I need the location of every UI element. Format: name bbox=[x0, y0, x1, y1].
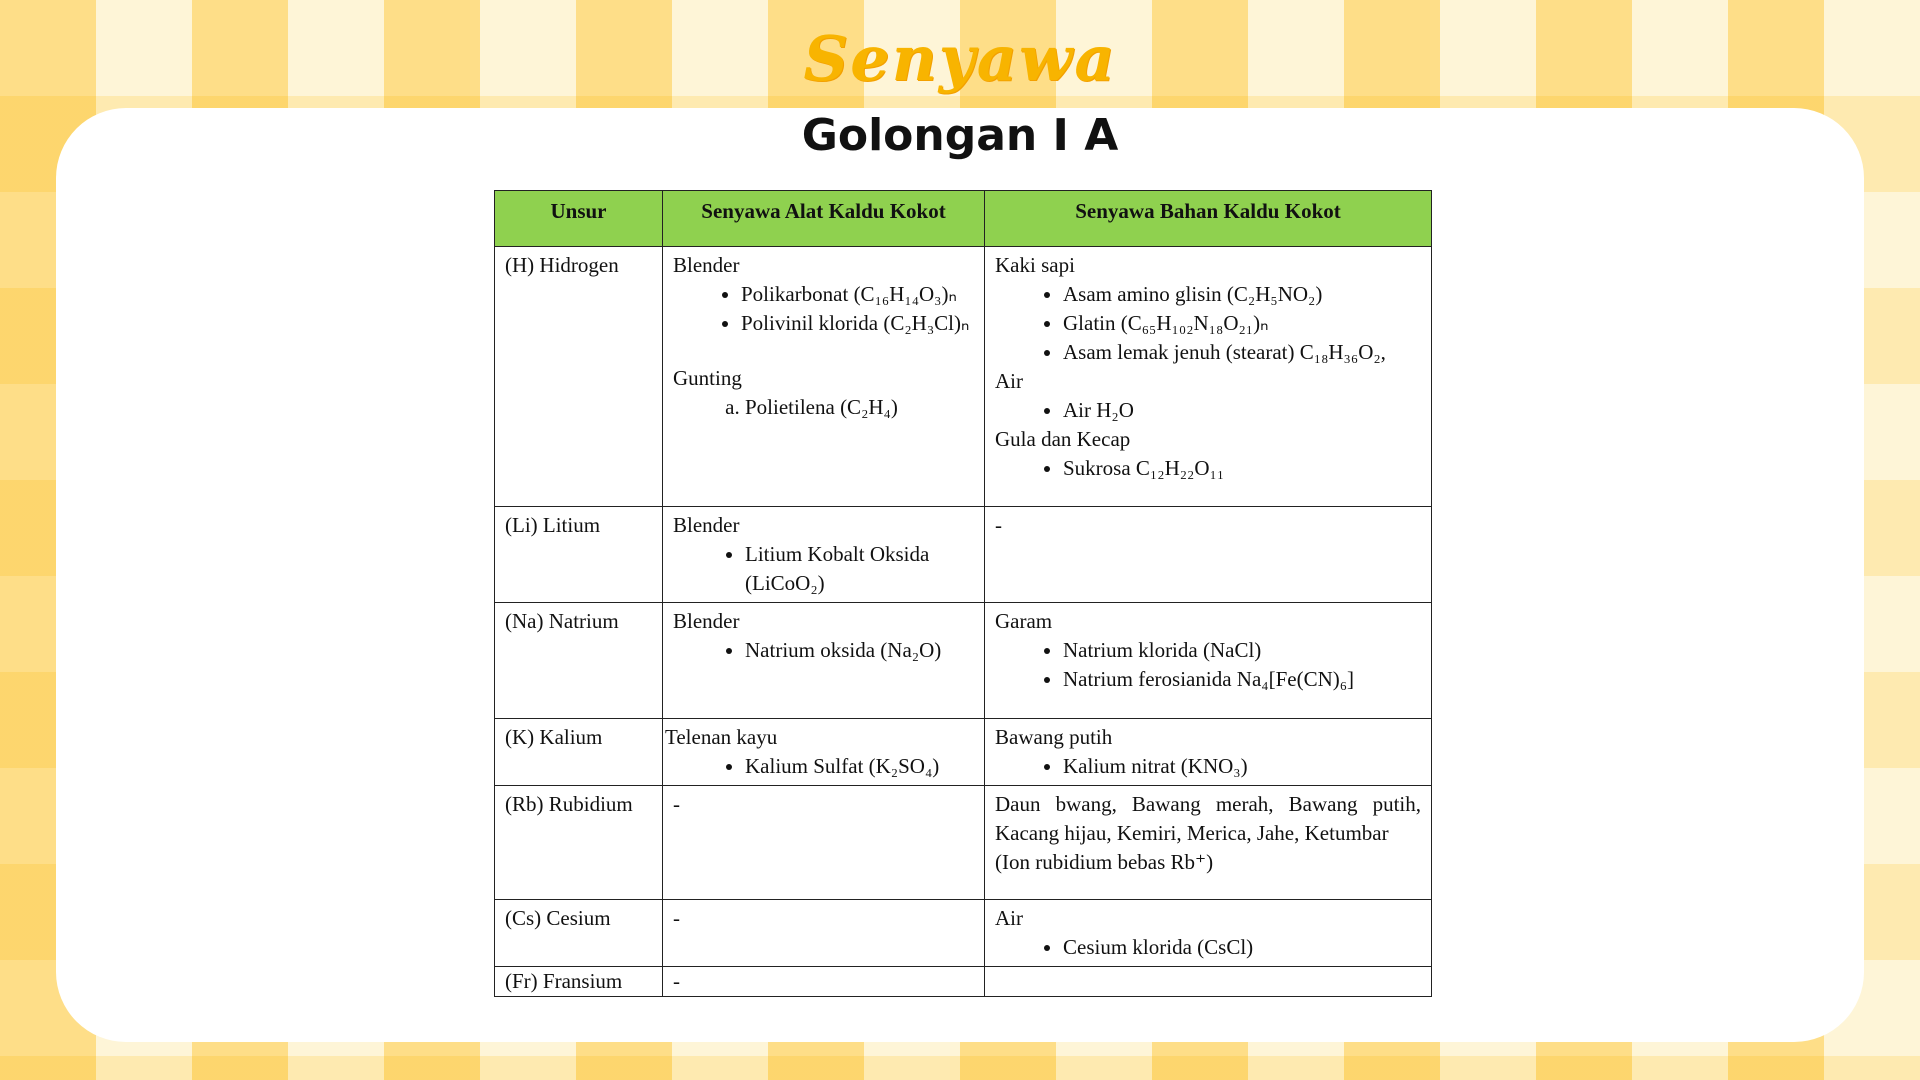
column-header-tool: Senyawa Alat Kaldu Kokot bbox=[663, 191, 985, 247]
tool-heading: Gunting bbox=[673, 366, 742, 390]
list-item: • Asam lemak jenuh (stearat) C₁₈H₃₆O₂, bbox=[1063, 338, 1421, 367]
tool-heading: Blender bbox=[673, 609, 740, 633]
list-item: • Natrium oksida (Na₂O) bbox=[745, 636, 974, 665]
table-row bbox=[495, 247, 1432, 507]
tool-cell bbox=[663, 507, 985, 603]
tool-list bbox=[673, 393, 974, 422]
material-list bbox=[995, 933, 1421, 962]
material-heading: Air bbox=[995, 369, 1023, 393]
element-cell: (Fr) Fransium bbox=[495, 967, 663, 997]
material-cell bbox=[985, 247, 1432, 507]
tool-heading: Blender bbox=[673, 513, 740, 537]
material-cell bbox=[985, 900, 1432, 967]
list-item: • Natrium klorida (NaCl) bbox=[1063, 636, 1421, 665]
table-row bbox=[495, 900, 1432, 967]
column-header-material: Senyawa Bahan Kaldu Kokot bbox=[985, 191, 1432, 247]
material-list bbox=[995, 396, 1421, 425]
list-item: • Kalium Sulfat (K₂SO₄) bbox=[745, 752, 974, 781]
tool-cell bbox=[663, 603, 985, 719]
material-cell bbox=[985, 719, 1432, 786]
element-cell: (Li) Litium bbox=[495, 507, 663, 603]
table-row bbox=[495, 967, 1432, 997]
tool-cell: - bbox=[663, 900, 985, 967]
list-item: • Sukrosa C₁₂H₂₂O₁₁ bbox=[1063, 454, 1421, 483]
material-list bbox=[995, 752, 1421, 781]
tool-cell bbox=[663, 719, 985, 786]
material-list bbox=[995, 454, 1421, 483]
tool-list bbox=[665, 752, 974, 781]
material-heading: Bawang putih bbox=[995, 725, 1113, 749]
table-row bbox=[495, 603, 1432, 719]
material-note: (Ion rubidium bebas Rb⁺) bbox=[995, 850, 1214, 874]
tool-cell bbox=[663, 247, 985, 507]
material-cell bbox=[985, 967, 1432, 997]
list-item: • Asam amino glisin (C₂H₅NO₂) bbox=[1063, 280, 1421, 309]
list-item: • Kalium nitrat (KNO₃) bbox=[1063, 752, 1421, 781]
material-list bbox=[995, 636, 1421, 694]
material-list bbox=[995, 280, 1421, 367]
element-cell: (Na) Natrium bbox=[495, 603, 663, 719]
list-item: • Natrium ferosianida Na₄[Fe(CN)₆] bbox=[1063, 665, 1421, 694]
material-text: Daun bwang, Bawang merah, Bawang putih, Kacang hijau, Kemiri, Merica, Jahe, Ketumbar bbox=[995, 792, 1421, 845]
tool-list bbox=[673, 280, 974, 338]
list-item: • Cesium klorida (CsCl) bbox=[1063, 933, 1421, 962]
tool-cell: - bbox=[663, 967, 985, 997]
material-heading: Air bbox=[995, 906, 1023, 930]
element-cell: (Cs) Cesium bbox=[495, 900, 663, 967]
table-row bbox=[495, 719, 1432, 786]
element-cell: (Rb) Rubidium bbox=[495, 786, 663, 900]
tool-list bbox=[673, 636, 974, 665]
list-item: a. Polietilena (C₂H₄) bbox=[745, 393, 974, 422]
list-item: • Air H₂O bbox=[1063, 396, 1421, 425]
table-row bbox=[495, 786, 1432, 900]
material-cell bbox=[985, 603, 1432, 719]
tool-heading: Blender bbox=[673, 253, 740, 277]
table-row bbox=[495, 507, 1432, 603]
list-item: • Glatin (C₆₅H₁₀₂N₁₈O₂₁)ₙ bbox=[1063, 309, 1421, 338]
list-item: • Polivinil klorida (C₂H₃Cl)ₙ bbox=[741, 309, 974, 338]
tool-cell: - bbox=[663, 786, 985, 900]
material-heading: Kaki sapi bbox=[995, 253, 1075, 277]
element-cell: (H) Hidrogen bbox=[495, 247, 663, 507]
column-header-element: Unsur bbox=[495, 191, 663, 247]
list-item: • Litium Kobalt Oksida (LiCoO₂) bbox=[745, 540, 974, 598]
material-heading: Garam bbox=[995, 609, 1053, 633]
tool-list bbox=[673, 540, 974, 598]
list-item: • Polikarbonat (C₁₆H₁₄O₃)ₙ bbox=[741, 280, 974, 309]
table-header-row bbox=[495, 191, 1432, 247]
page-title: Senyawa bbox=[803, 22, 1117, 95]
tool-heading: Telenan kayu bbox=[665, 725, 778, 749]
material-cell bbox=[985, 786, 1432, 900]
material-heading: Gula dan Kecap bbox=[995, 427, 1131, 451]
material-cell: - bbox=[985, 507, 1432, 603]
element-cell: (K) Kalium bbox=[495, 719, 663, 786]
compound-table bbox=[494, 190, 1432, 997]
page-subtitle: Golongan I A bbox=[801, 110, 1119, 161]
